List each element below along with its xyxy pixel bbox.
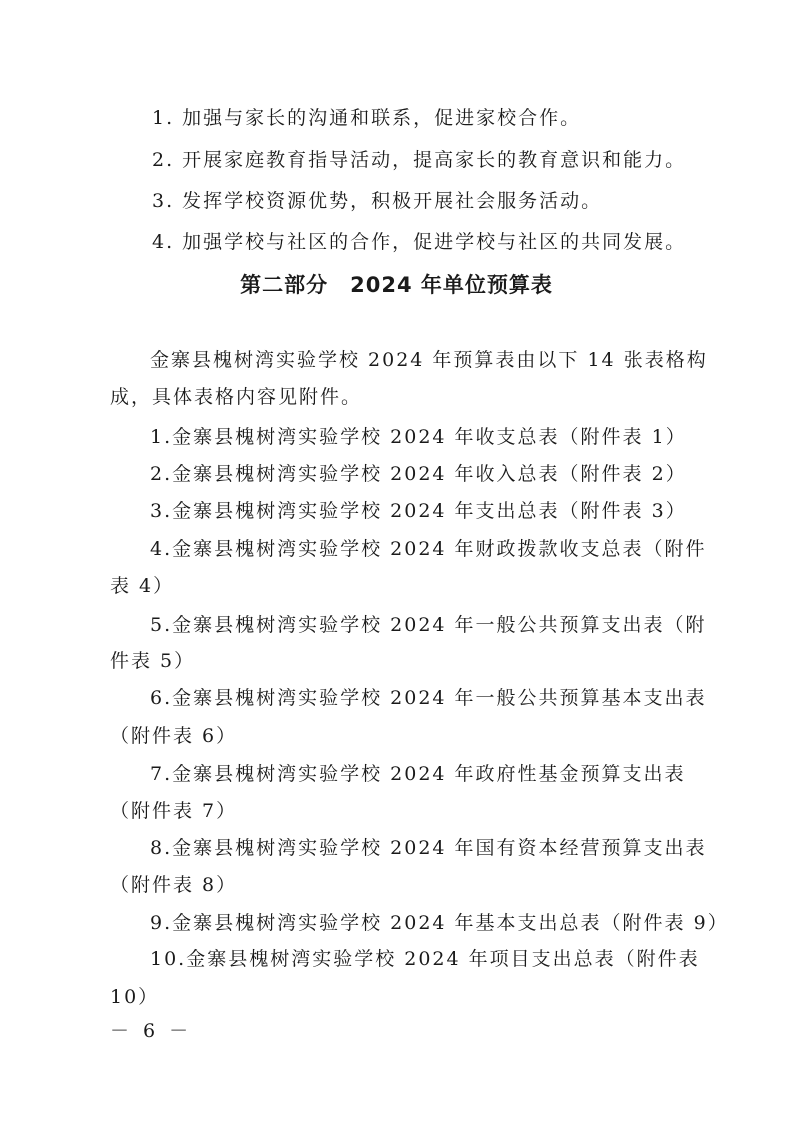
list-item: 10.金寨县槐树湾实验学校 2024 年项目支出总表（附件表 [150, 948, 700, 970]
list-item-continuation: （附件表 7） [110, 800, 238, 822]
intro-item-4: 4. 加强学校与社区的合作，促进学校与社区的共同发展。 [152, 231, 687, 253]
list-item: 5.金寨县槐树湾实验学校 2024 年一般公共预算支出表（附 [150, 614, 707, 636]
list-item-continuation: （附件表 6） [110, 725, 238, 747]
page-number: － 6 － [110, 1020, 193, 1042]
intro-item-1: 1. 加强与家长的沟通和联系，促进家校合作。 [152, 107, 582, 129]
list-item: 4.金寨县槐树湾实验学校 2024 年财政拨款收支总表（附件 [150, 538, 707, 560]
list-item-continuation: 10） [110, 986, 160, 1008]
intro-item-2: 2. 开展家庭教育指导活动，提高家长的教育意识和能力。 [152, 149, 687, 171]
intro-item-3: 3. 发挥学校资源优势，积极开展社会服务活动。 [152, 190, 603, 212]
list-item: 1.金寨县槐树湾实验学校 2024 年收支总表（附件表 1） [150, 426, 687, 448]
list-item: 8.金寨县槐树湾实验学校 2024 年国有资本经营预算支出表 [150, 837, 707, 859]
list-item-continuation: 表 4） [110, 575, 175, 597]
list-item: 9.金寨县槐树湾实验学校 2024 年基本支出总表（附件表 9） [150, 912, 729, 934]
list-item: 3.金寨县槐树湾实验学校 2024 年支出总表（附件表 3） [150, 500, 687, 522]
paragraph-line-1: 金寨县槐树湾实验学校 2024 年预算表由以下 14 张表格构 [150, 349, 708, 371]
list-item: 7.金寨县槐树湾实验学校 2024 年政府性基金预算支出表 [150, 763, 686, 785]
paragraph-line-2: 成，具体表格内容见附件。 [110, 386, 363, 408]
list-item-continuation: （附件表 8） [110, 874, 238, 896]
list-item-continuation: 件表 5） [110, 650, 196, 672]
list-item: 6.金寨县槐树湾实验学校 2024 年一般公共预算基本支出表 [150, 687, 707, 709]
section-title: 第二部分 2024 年单位预算表 [240, 273, 553, 297]
list-item: 2.金寨县槐树湾实验学校 2024 年收入总表（附件表 2） [150, 463, 687, 485]
